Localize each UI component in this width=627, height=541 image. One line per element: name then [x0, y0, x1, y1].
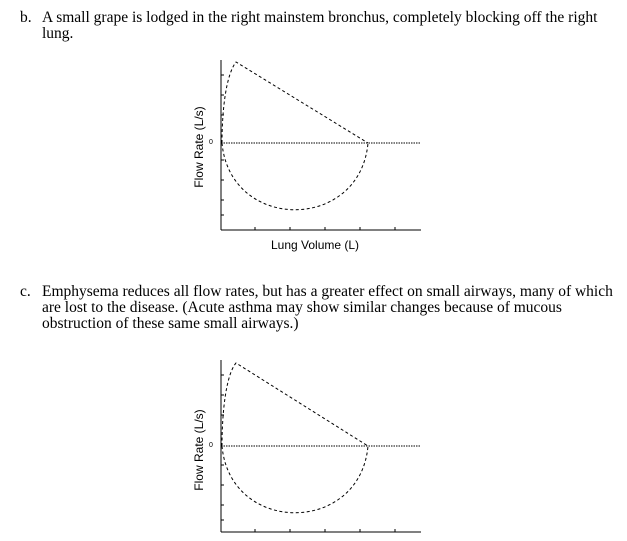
plot-c-zero-label: 0: [209, 442, 213, 449]
question-c-label: c.: [20, 283, 31, 300]
plot-b-x-axis-label: Lung Volume (L): [271, 238, 360, 252]
plot-c-expiratory-curve: [222, 363, 368, 446]
plot-b-y-axis-label: Flow Rate (L/s): [192, 106, 206, 188]
plot-c-inspiratory-curve: [222, 446, 368, 513]
question-b-text: A small grape is lodged in the right mainstem bronchus, completely blocking off the right lung.: [42, 9, 598, 42]
question-c-text: Emphysema reduces all flow rates, but has a greater effect on small airways, many of which are lost to the disease. (Acute asthma may show similar changes because of mucous obstruction of these same small airways.): [42, 283, 613, 332]
plot-c-y-axis-label: Flow Rate (L/s): [192, 409, 206, 491]
plot-b-zero-label: 0: [209, 139, 213, 146]
question-b-label: b.: [20, 9, 32, 26]
